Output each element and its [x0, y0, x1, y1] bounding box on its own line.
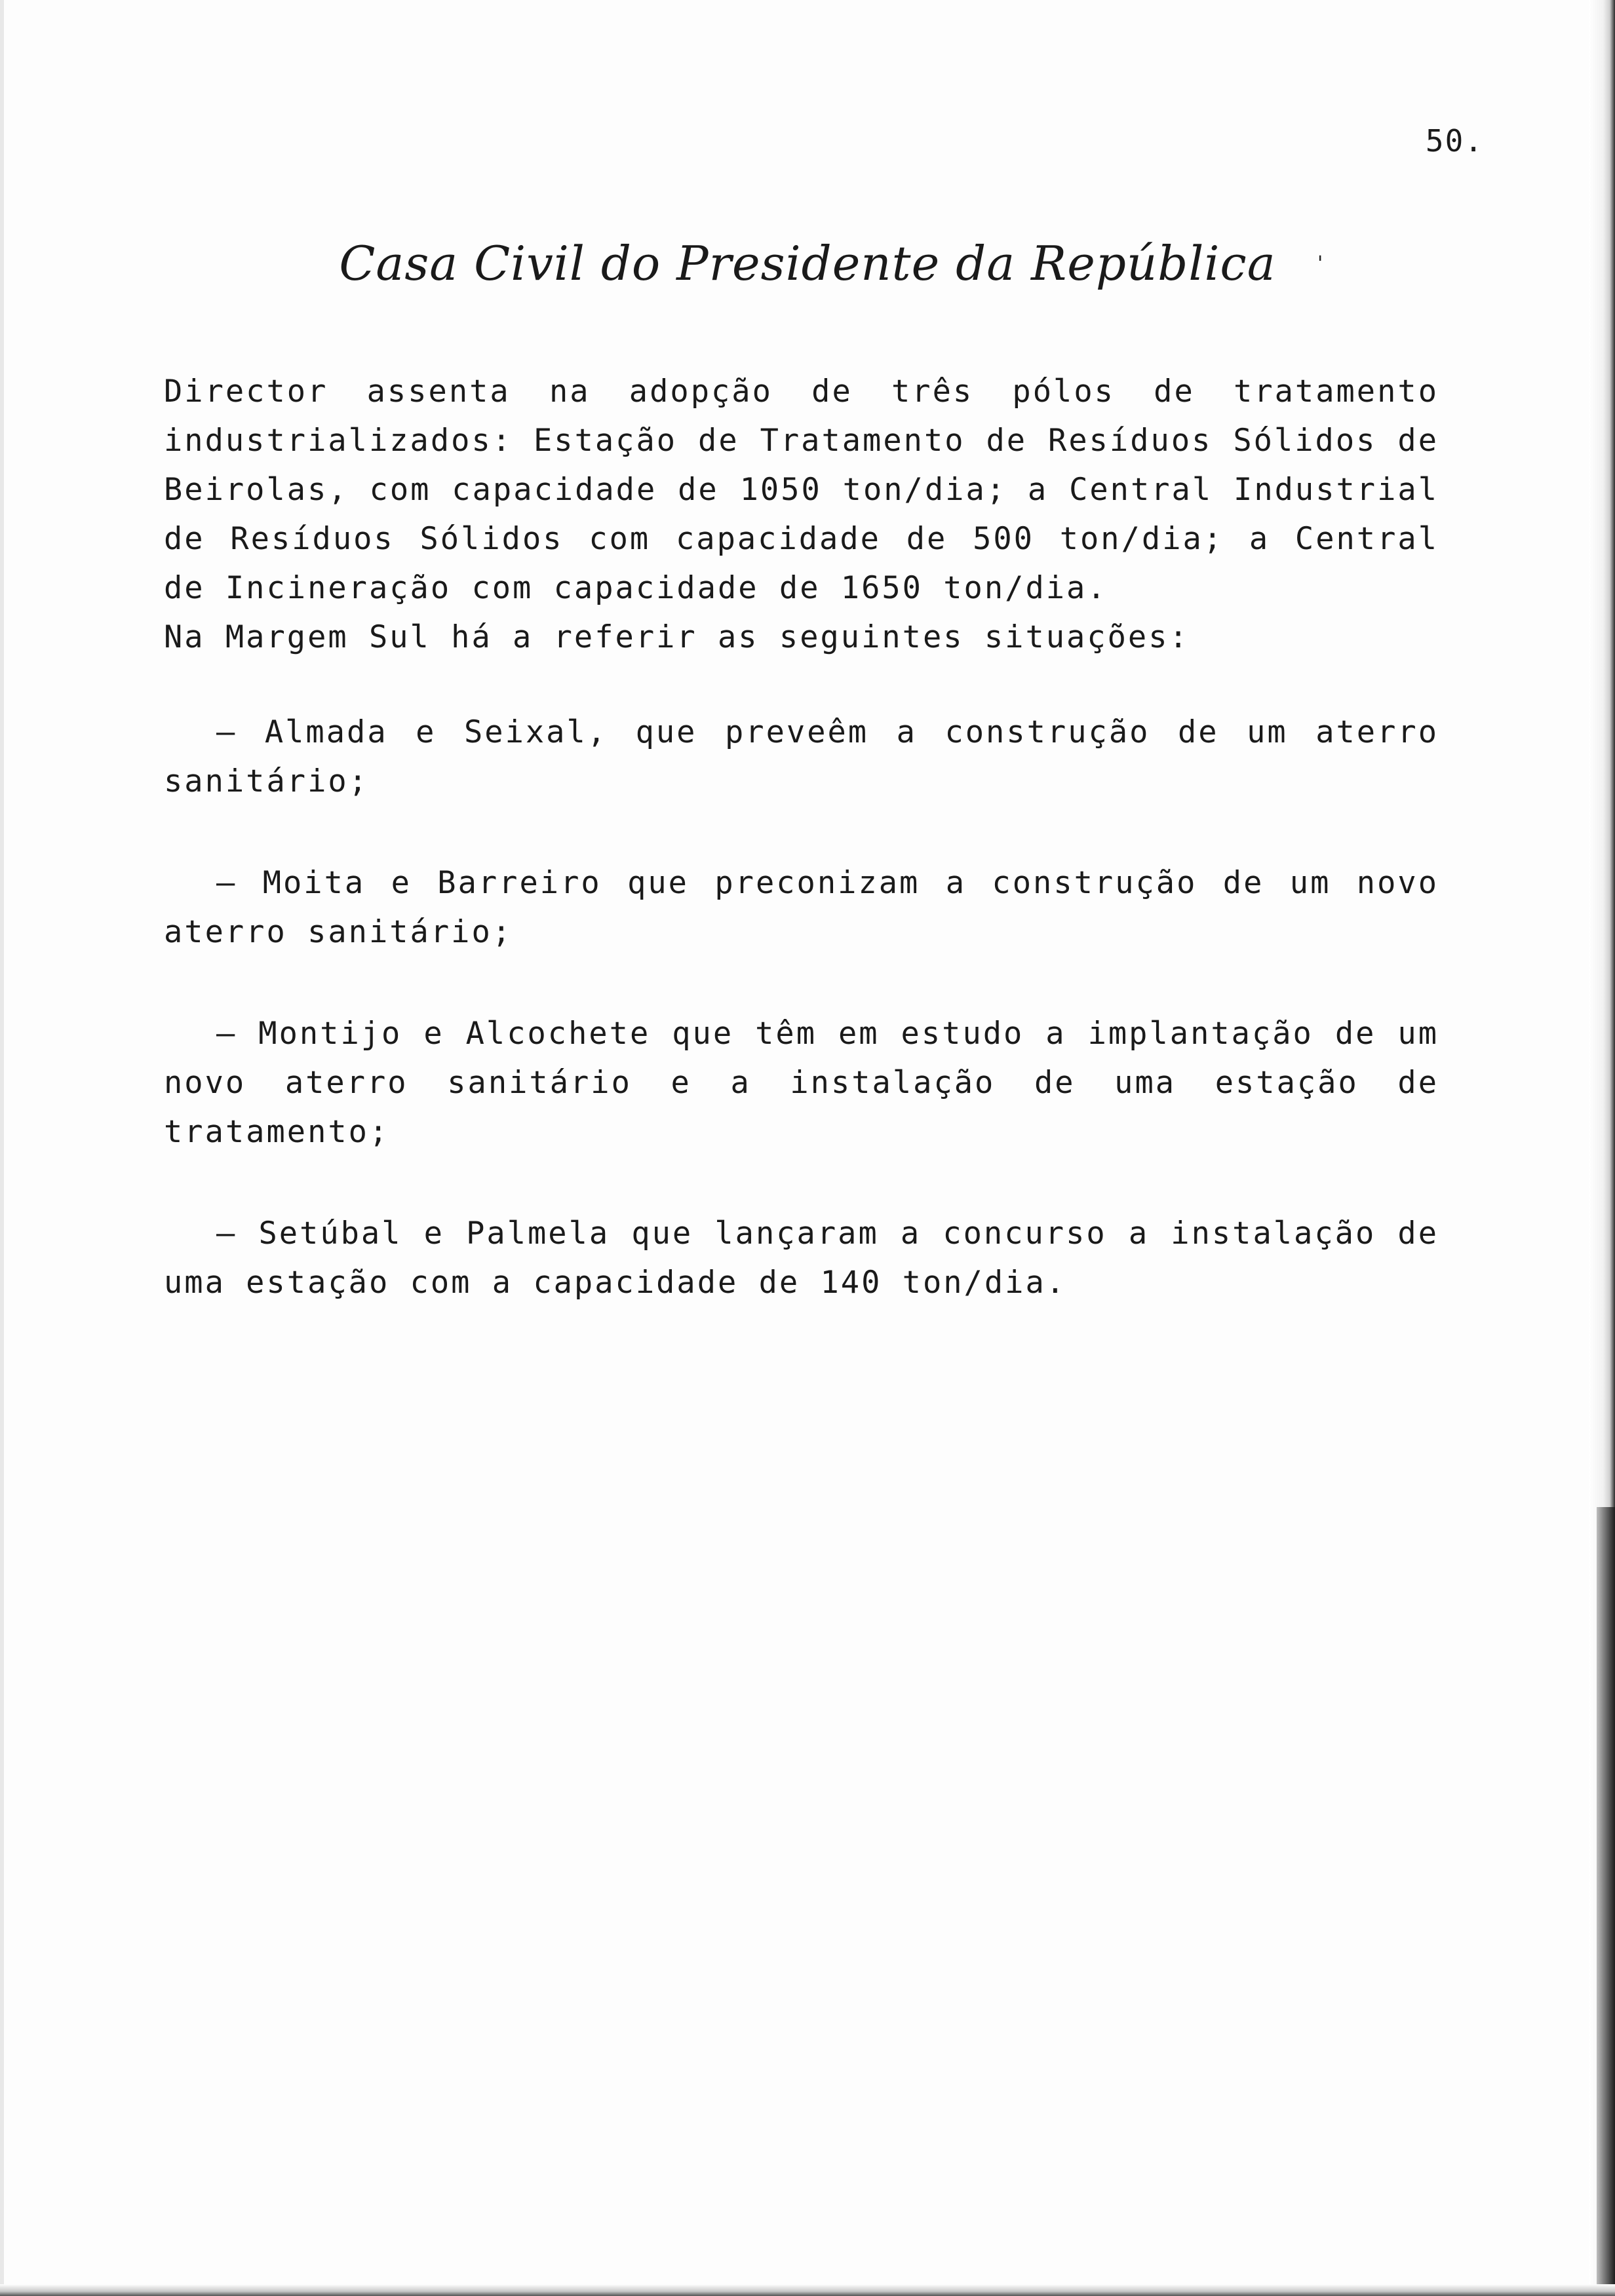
body-block-5 — [164, 1209, 1439, 1307]
list-item-setubal: – Setúbal e Palmela que lançaram a concurso a instalação de uma estação com a capacidade de 140 ton/dia. — [164, 1215, 1439, 1301]
list-item-montijo: – Montijo e Alcochete que têm em estudo a implantação de um novo aterro sanitário e a instalação de uma estação de tratamento; — [164, 1016, 1439, 1150]
letterhead: Casa Civil do Presidente da República — [339, 236, 1276, 291]
body-block-2 — [164, 708, 1439, 806]
scan-left-edge — [0, 0, 4, 2296]
paragraph-margem-sul: Na Margem Sul há a referir as seguintes situações: — [164, 619, 1190, 655]
scan-right-edge-shadow — [1597, 1507, 1615, 2296]
body-block-3 — [164, 858, 1439, 957]
letterhead-mark: ' — [1317, 252, 1323, 275]
list-item-almada: – Almada e Seixal, que preveêm a construção de um aterro sanitário; — [164, 714, 1439, 799]
page-number: 50. — [1425, 123, 1484, 159]
scan-bottom-edge — [0, 2284, 1615, 2296]
body-block-4 — [164, 1009, 1439, 1157]
list-item-moita: – Moita e Barreiro que preconizam a construção de um novo aterro sanitário; — [164, 865, 1439, 950]
body-block-1 — [164, 367, 1439, 662]
paragraph-intro: Director assenta na adopção de três pólos de tratamento industrializados: Estação de Tratamento de Resíduos Sólidos de Beirolas, com capacidade de 1050 ton/dia; a Central Industrial de Resíduos Sólidos com capacidade de 500 ton/dia; a Central de Incineração com capacidade de 1650 ton/dia. — [164, 373, 1439, 606]
